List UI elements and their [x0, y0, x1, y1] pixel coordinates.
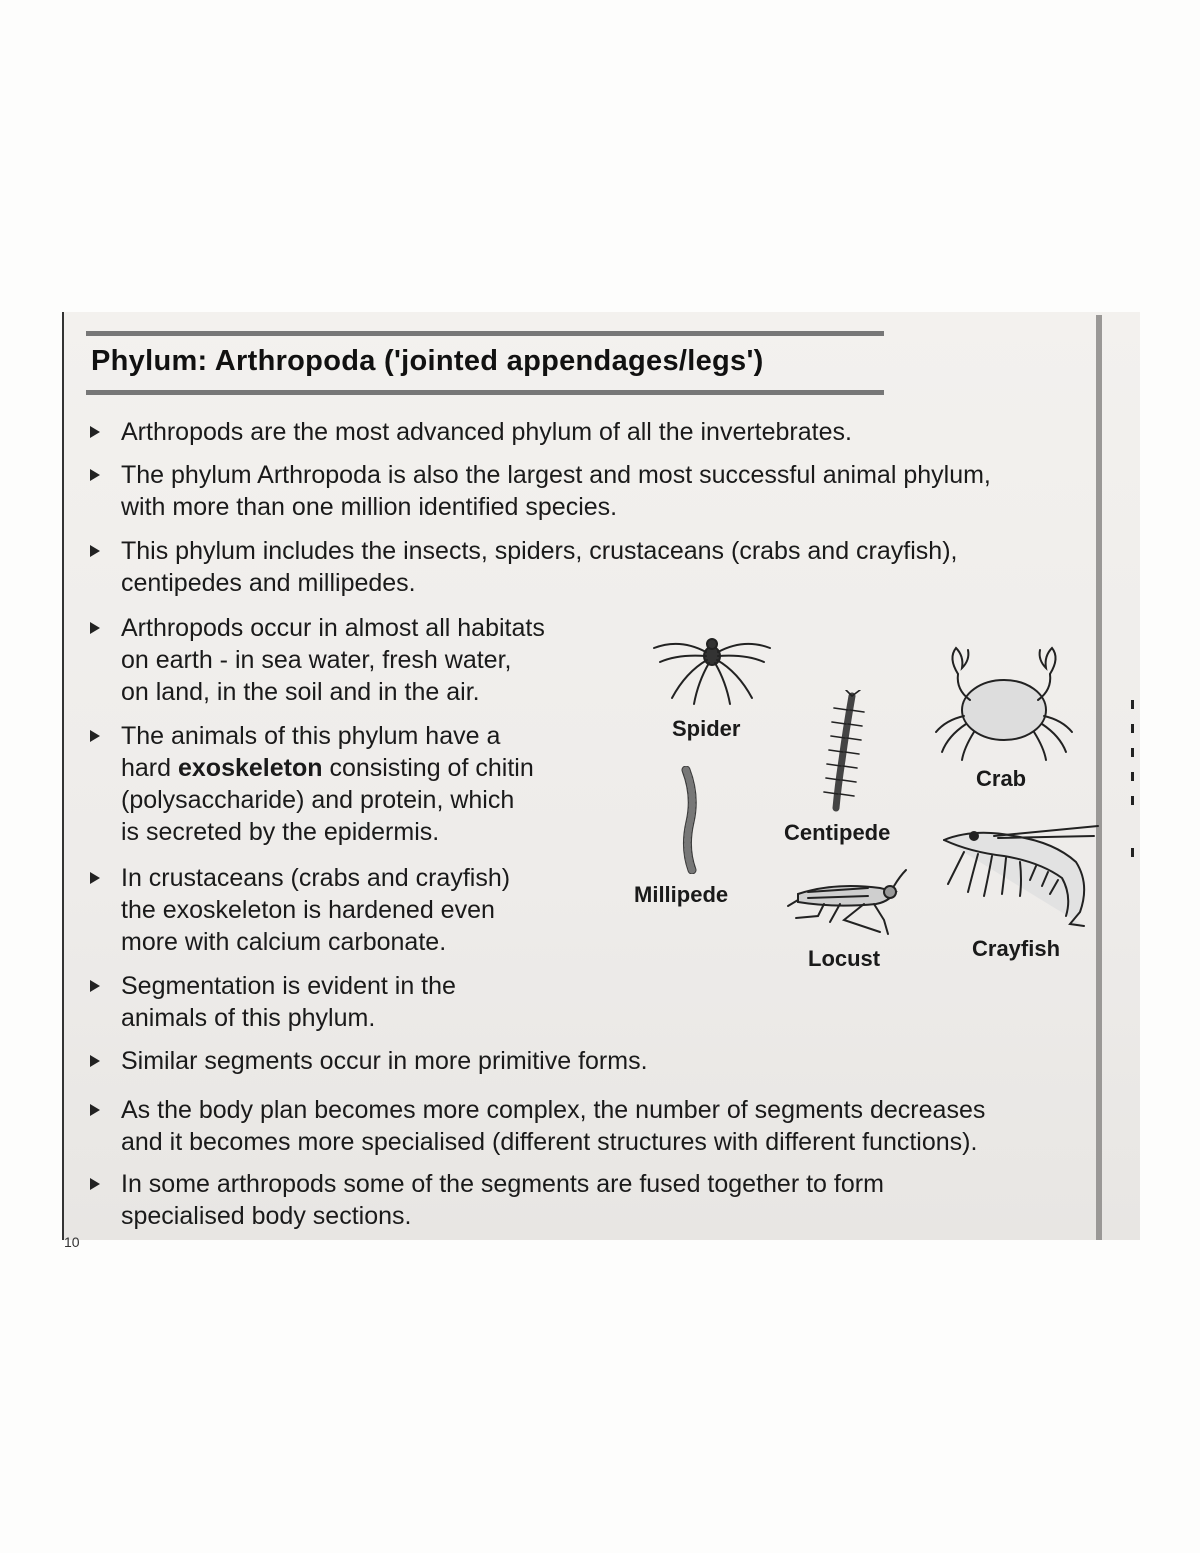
centipede-label: Centipede — [784, 820, 891, 845]
locust-illustration — [784, 866, 908, 938]
triangle-right-icon — [90, 1104, 100, 1116]
bullet-text: is secreted by the epidermis. — [121, 818, 440, 846]
triangle-right-icon — [90, 545, 100, 557]
spider-illustration — [650, 632, 774, 708]
heading-rule-bottom — [86, 390, 884, 395]
triangle-right-icon — [90, 426, 100, 438]
crayfish-illustration — [934, 822, 1102, 934]
millipede-label: Millipede — [634, 882, 729, 907]
bullet-text: on land, in the soil and in the air. — [121, 678, 480, 706]
bullet-text: Arthropods are the most advanced phylum of all the invertebrates. — [121, 418, 852, 446]
bullet-text: In some arthropods some of the segments are fused together to form — [121, 1170, 884, 1198]
bullet-text: The phylum Arthropoda is also the largest and most successful animal phylum, — [121, 461, 991, 489]
triangle-right-icon — [90, 872, 100, 884]
bullet-text: Segmentation is evident in the — [121, 972, 456, 1000]
bullet-text: Similar segments occur in more primitive forms. — [121, 1047, 648, 1075]
triangle-right-icon — [90, 622, 100, 634]
triangle-right-icon — [90, 469, 100, 481]
spider-label: Spider — [672, 716, 741, 741]
bullet-text: Arthropods occur in almost all habitats — [121, 614, 545, 642]
bullet-text: centipedes and millipedes. — [121, 569, 416, 597]
bullet-text: on earth - in sea water, fresh water, — [121, 646, 512, 674]
bullet-text: with more than one million identified species. — [121, 493, 618, 521]
bullet-text: This phylum includes the insects, spiders, crustaceans (crabs and crayfish), — [121, 537, 958, 565]
bullet-text: animals of this phylum. — [121, 1004, 376, 1032]
bullet-text: and it becomes more specialised (different structures with different functions). — [121, 1128, 978, 1156]
triangle-right-icon — [90, 730, 100, 742]
bullet-text: As the body plan becomes more complex, the number of segments decreases — [121, 1096, 986, 1124]
bullet-text: more with calcium carbonate. — [121, 928, 447, 956]
bullet-text: The animals of this phylum have a — [121, 722, 501, 750]
page-binding-edge — [1096, 315, 1102, 1240]
bullet-text: the exoskeleton is hardened even — [121, 896, 495, 924]
centipede-illustration — [812, 690, 868, 814]
page-number: 10 — [64, 1234, 80, 1250]
millipede-illustration — [672, 766, 708, 874]
bullet-text: (polysaccharide) and protein, which — [121, 786, 515, 814]
locust-label: Locust — [808, 946, 881, 971]
heading-rule-top — [86, 331, 884, 336]
bullet-text: hard exoskeleton consisting of chitin — [121, 754, 534, 782]
triangle-right-icon — [90, 1055, 100, 1067]
section-heading — [86, 331, 884, 397]
bullet-text: specialised body sections. — [121, 1202, 412, 1230]
triangle-right-icon — [90, 980, 100, 992]
crayfish-label: Crayfish — [972, 936, 1061, 961]
bullet-text: In crustaceans (crabs and crayfish) — [121, 864, 511, 892]
crab-illustration — [930, 640, 1078, 764]
keyword-exoskeleton: exoskeleton — [177, 754, 323, 782]
adjacent-page-edge — [1128, 700, 1136, 880]
crab-label: Crab — [976, 766, 1027, 791]
page-title: Phylum: Arthropoda ('jointed appendages/legs') — [91, 345, 764, 377]
triangle-right-icon — [90, 1178, 100, 1190]
